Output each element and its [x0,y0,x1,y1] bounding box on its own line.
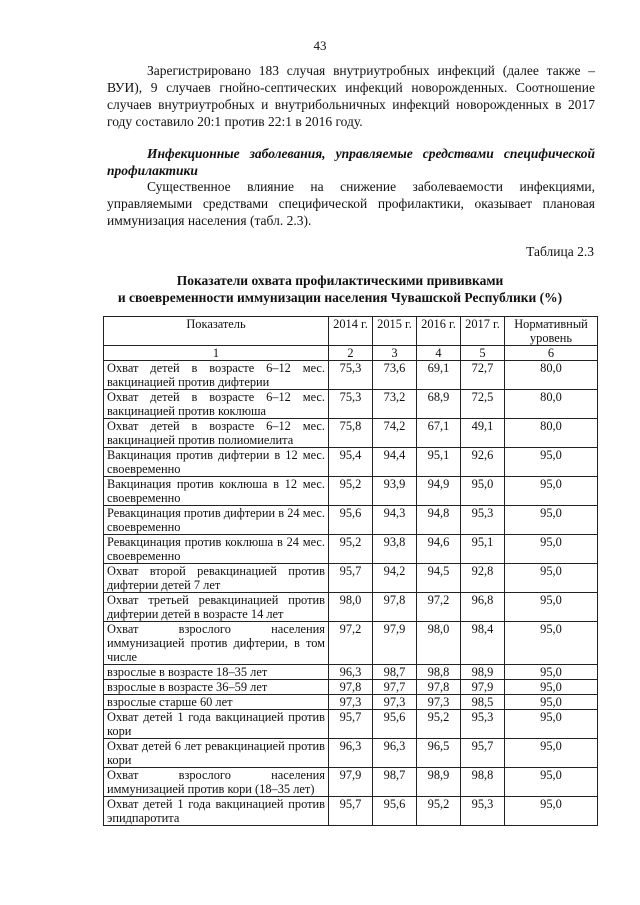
column-header: 2017 г. [461,317,505,346]
row-value: 96,8 [461,593,505,622]
row-value: 95,6 [373,710,417,739]
row-value: 98,7 [373,768,417,797]
row-label: взрослые старше 60 лет [104,695,329,710]
paragraph-immunization: Существенное влияние на снижение заболеваемости инфекциями, управляемыми средствами специфической профилактики, оказывает плановая иммунизация населения (табл. 2.3). [107,179,595,228]
row-value: 93,8 [373,535,417,564]
table-row [104,695,598,710]
paragraph-infections: Зарегистрировано 183 случая внутриутробных инфекций (далее также – ВУИ), 9 случаев гнойно-септических инфекций новорожденных. Соотношение случаев внутриутробных и внутрибольничных инфекций новорожденных в 2017 году составило 20:1 против 22:1 в 2016 году. [107,63,595,129]
row-value: 72,5 [461,390,505,419]
row-value: 95,4 [329,448,373,477]
row-label: Охват детей 6 лет ревакцинацией против кори [104,739,329,768]
row-value: 97,2 [329,622,373,665]
row-value: 95,0 [505,797,598,826]
column-header: 2016 г. [417,317,461,346]
table-row [104,448,598,477]
table-row [104,361,598,390]
row-value: 98,0 [329,593,373,622]
table-row [104,506,598,535]
row-value: 95,0 [505,622,598,665]
row-value: 75,3 [329,390,373,419]
table-row [104,680,598,695]
row-value: 95,0 [505,448,598,477]
row-value: 95,0 [505,593,598,622]
section-heading: Инфекционные заболевания, управляемые средствами специфической профилактики [107,146,595,178]
table-row [104,739,598,768]
row-value: 98,9 [417,768,461,797]
row-label: Охват взрослого населения иммунизацией против кори (18–35 лет) [104,768,329,797]
row-value: 95,2 [417,710,461,739]
row-value: 68,9 [417,390,461,419]
row-value: 98,4 [461,622,505,665]
row-value: 92,8 [461,564,505,593]
row-value: 98,0 [417,622,461,665]
row-value: 97,8 [329,680,373,695]
row-value: 93,9 [373,477,417,506]
row-value: 96,3 [373,739,417,768]
row-value: 95,0 [505,477,598,506]
row-value: 98,9 [461,665,505,680]
table-row [104,419,598,448]
row-value: 95,0 [505,665,598,680]
row-value: 92,6 [461,448,505,477]
row-value: 97,3 [417,695,461,710]
row-value: 96,3 [329,739,373,768]
row-value: 94,8 [417,506,461,535]
column-index: 2 [329,346,373,361]
row-value: 94,5 [417,564,461,593]
table-row [104,390,598,419]
table-row [104,768,598,797]
row-value: 94,2 [373,564,417,593]
row-label: Охват детей 1 года вакцинацией против эпидпаротита [104,797,329,826]
column-header: Показатель [104,317,329,346]
row-value: 97,2 [417,593,461,622]
row-value: 95,1 [461,535,505,564]
column-index: 4 [417,346,461,361]
immunization-table [103,316,598,826]
row-value: 96,3 [329,665,373,680]
row-label: взрослые в возрасте 18–35 лет [104,665,329,680]
column-index: 3 [373,346,417,361]
row-value: 97,8 [373,593,417,622]
table-header-row [104,317,598,346]
row-value: 95,0 [505,768,598,797]
column-index: 6 [505,346,598,361]
row-value: 95,3 [461,506,505,535]
table-caption [80,272,600,306]
column-header: 2015 г. [373,317,417,346]
row-value: 73,2 [373,390,417,419]
page-number: 43 [313,38,327,53]
table-row [104,535,598,564]
row-label: Охват детей в возрасте 6–12 мес. вакцинацией против полиомиелита [104,419,329,448]
row-value: 73,6 [373,361,417,390]
table-row [104,665,598,680]
table-row [104,622,598,665]
row-label: Охват взрослого населения иммунизацией против дифтерии, в том числе [104,622,329,665]
row-value: 95,0 [505,564,598,593]
column-header: 2014 г. [329,317,373,346]
row-value: 95,7 [329,564,373,593]
row-value: 98,8 [417,665,461,680]
table-caption-line-2: и своевременности иммунизации населения Чувашской Республики (%) [117,290,563,305]
table-row [104,710,598,739]
row-value: 95,7 [461,739,505,768]
row-value: 95,0 [505,535,598,564]
row-value: 94,4 [373,448,417,477]
row-value: 80,0 [505,390,598,419]
column-header: Нормативный уровень [505,317,598,346]
row-value: 95,2 [417,797,461,826]
row-label: Ревакцинация против дифтерии в 24 мес. своевременно [104,506,329,535]
row-value: 97,7 [373,680,417,695]
row-value: 98,5 [461,695,505,710]
row-value: 96,5 [417,739,461,768]
row-label: Охват второй ревакцинацией против дифтерии детей 7 лет [104,564,329,593]
row-value: 95,0 [505,695,598,710]
row-value: 98,8 [461,768,505,797]
row-value: 67,1 [417,419,461,448]
row-label: Охват детей в возрасте 6–12 мес. вакцинацией против дифтерии [104,361,329,390]
row-value: 95,3 [461,710,505,739]
row-value: 72,7 [461,361,505,390]
row-value: 75,3 [329,361,373,390]
row-value: 97,8 [417,680,461,695]
row-value: 95,2 [329,535,373,564]
row-value: 97,9 [461,680,505,695]
row-value: 74,2 [373,419,417,448]
table-label: Таблица 2.3 [526,244,594,259]
row-value: 80,0 [505,419,598,448]
row-value: 69,1 [417,361,461,390]
row-value: 95,0 [505,710,598,739]
table-body [104,361,598,826]
row-label: Охват третьей ревакцинацией против дифтерии детей в возрасте 14 лет [104,593,329,622]
row-value: 95,2 [329,477,373,506]
row-value: 95,7 [329,710,373,739]
table-row [104,564,598,593]
row-value: 94,6 [417,535,461,564]
row-value: 95,7 [329,797,373,826]
row-value: 49,1 [461,419,505,448]
row-value: 94,3 [373,506,417,535]
row-value: 80,0 [505,361,598,390]
column-index: 5 [461,346,505,361]
row-label: Вакцинация против коклюша в 12 мес. своевременно [104,477,329,506]
row-value: 97,9 [373,622,417,665]
row-value: 95,6 [329,506,373,535]
row-value: 95,0 [505,506,598,535]
row-value: 95,1 [417,448,461,477]
column-index: 1 [104,346,329,361]
row-value: 98,7 [373,665,417,680]
row-value: 75,8 [329,419,373,448]
table-row [104,477,598,506]
row-value: 95,0 [461,477,505,506]
row-value: 95,0 [505,680,598,695]
table-index-row [104,346,598,361]
table-row [104,593,598,622]
row-value: 95,3 [461,797,505,826]
row-value: 97,9 [329,768,373,797]
row-label: взрослые в возрасте 36–59 лет [104,680,329,695]
row-value: 97,3 [329,695,373,710]
row-label: Ревакцинация против коклюша в 24 мес. своевременно [104,535,329,564]
row-label: Вакцинация против дифтерии в 12 мес. своевременно [104,448,329,477]
table-row [104,797,598,826]
row-value: 95,0 [505,739,598,768]
row-label: Охват детей 1 года вакцинацией против кори [104,710,329,739]
row-label: Охват детей в возрасте 6–12 мес. вакцинацией против коклюша [104,390,329,419]
table-caption-line-1: Показатели охвата профилактическими прививками [176,273,504,288]
row-value: 94,9 [417,477,461,506]
row-value: 95,6 [373,797,417,826]
row-value: 97,3 [373,695,417,710]
